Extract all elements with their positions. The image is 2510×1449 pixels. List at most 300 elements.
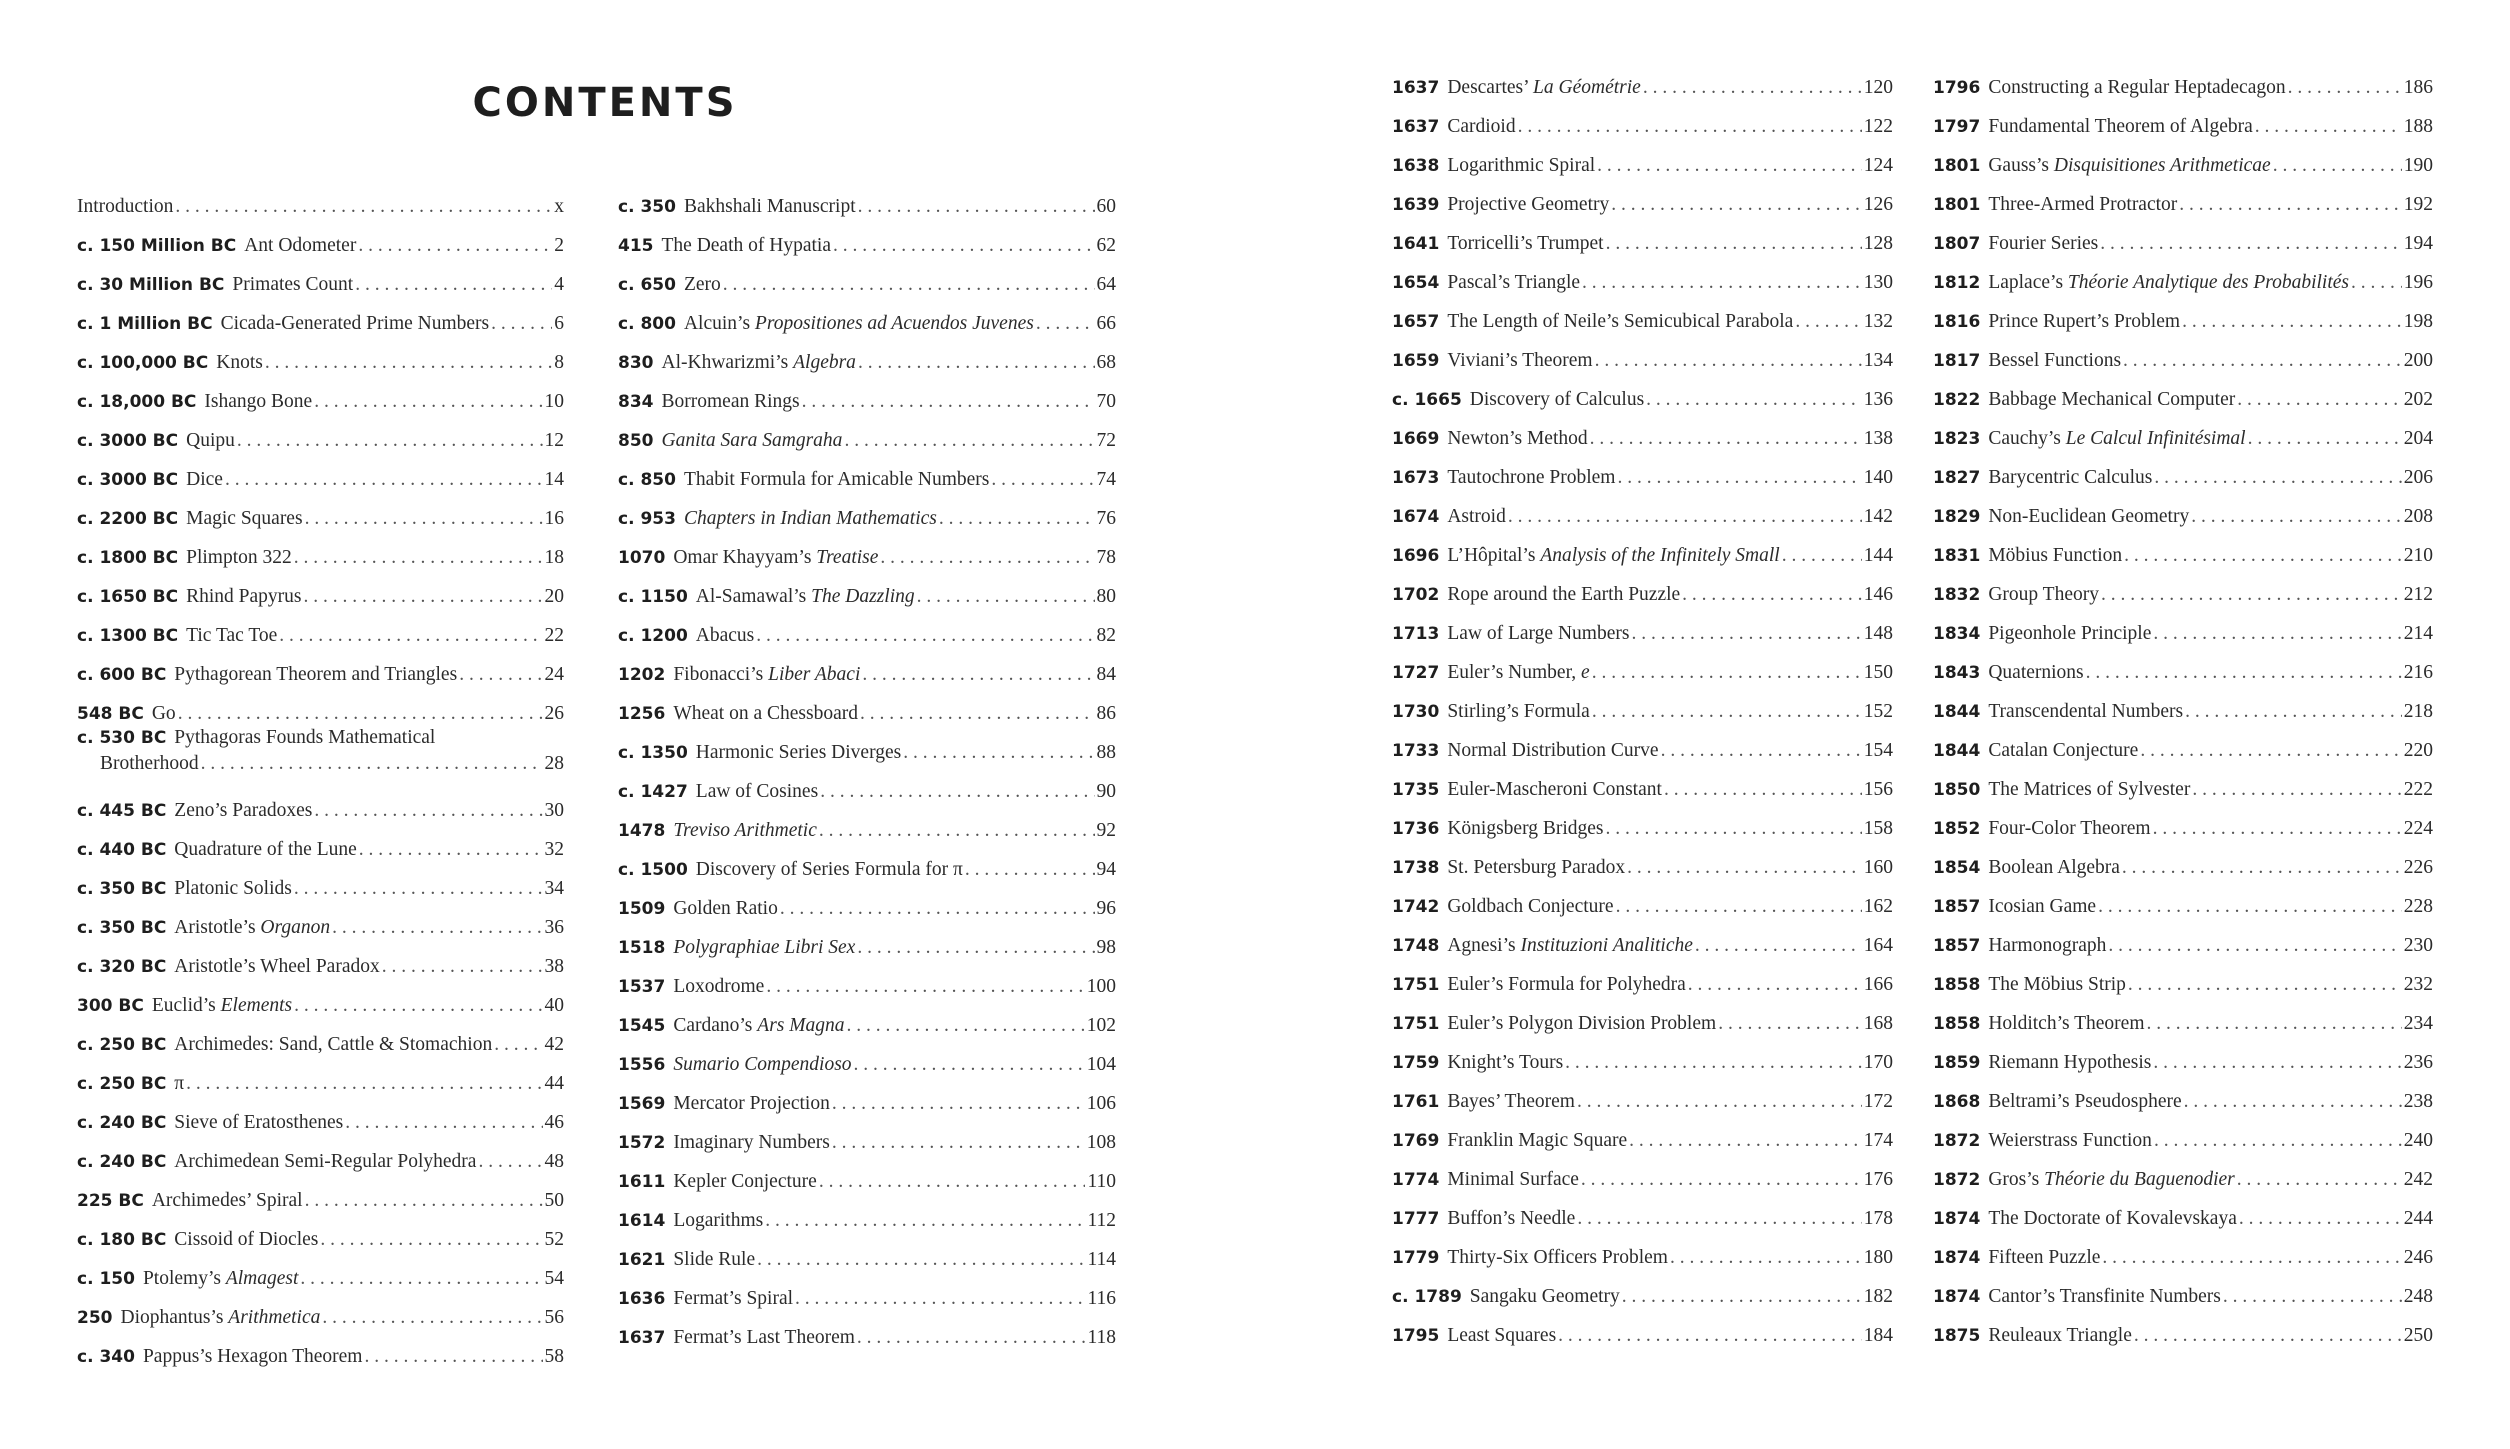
entry-year: c. 320 BC [77, 957, 167, 977]
toc-entry[interactable] [1392, 217, 1893, 256]
entry-page: 10 [544, 391, 564, 412]
leader-dots [2153, 1051, 2401, 1075]
toc-entry[interactable] [1392, 256, 1893, 295]
entry-year: 1659 [1392, 351, 1440, 371]
toc-entry[interactable] [1933, 373, 2433, 412]
leader-dots [1616, 895, 1862, 919]
entry-page: 36 [544, 917, 564, 938]
toc-entry[interactable] [1392, 607, 1893, 646]
toc-entry[interactable] [618, 1038, 1116, 1077]
entry-page: 176 [1863, 1169, 1893, 1190]
entry-title-wrap [1988, 1012, 2144, 1036]
entry-year: c. 850 [618, 470, 676, 490]
entry-title: Discovery of Series Formula for π [695, 859, 963, 880]
entry-year: 1858 [1933, 975, 1981, 995]
entry-title: Quipu [186, 430, 235, 451]
toc-entry[interactable] [1933, 919, 2433, 958]
entry-title: Al-Khwarizmi’s [661, 352, 794, 373]
entry-page: 32 [544, 839, 564, 860]
toc-entry[interactable] [77, 687, 564, 726]
toc-entry[interactable] [1392, 451, 1893, 490]
toc-entry[interactable] [618, 336, 1116, 375]
entry-year: 830 [618, 353, 654, 373]
toc-entry[interactable] [1392, 880, 1893, 919]
entry-year: c. 650 [618, 275, 676, 295]
toc-entry[interactable] [77, 609, 564, 648]
toc-entry[interactable] [618, 726, 1116, 765]
toc-entry[interactable] [77, 862, 564, 901]
entry-title-wrap [174, 1150, 476, 1174]
toc-entry[interactable] [77, 1057, 564, 1096]
leader-dots [965, 858, 1095, 882]
entry-year: 1478 [618, 821, 666, 841]
toc-entry[interactable] [1392, 685, 1893, 724]
leader-dots [2108, 934, 2401, 958]
toc-entry[interactable] [77, 453, 564, 492]
entry-page: 232 [2403, 974, 2433, 995]
entry-year: 1875 [1933, 1326, 1981, 1346]
leader-dots [1782, 544, 1862, 568]
entry-title: Wheat on a Chessboard [673, 703, 858, 724]
toc-entry[interactable] [77, 901, 564, 940]
entry-title-wrap [1988, 1129, 2152, 1153]
entry-title: Imaginary Numbers [673, 1132, 830, 1153]
toc-entry[interactable] [77, 1018, 564, 1057]
toc-entry[interactable] [618, 687, 1116, 726]
toc-entry[interactable] [1392, 490, 1893, 529]
entry-page: 96 [1096, 898, 1116, 919]
toc-entry[interactable] [618, 921, 1116, 960]
entry-page: 108 [1086, 1132, 1116, 1153]
entry-year: 1874 [1933, 1248, 1981, 1268]
toc-entry[interactable] [1392, 1192, 1893, 1231]
entry-title-wrap [684, 273, 721, 297]
entry-page: 134 [1863, 350, 1893, 371]
entry-year: 1545 [618, 1016, 666, 1036]
toc-entry[interactable] [1933, 1309, 2433, 1348]
toc-entry[interactable] [1392, 1309, 1893, 1348]
entry-year: 1654 [1392, 273, 1440, 293]
toc-entry[interactable] [77, 979, 564, 1018]
toc-entry[interactable] [77, 648, 564, 687]
toc-entry[interactable] [77, 258, 564, 297]
entry-title: The Doctorate of Kovalevskaya [1988, 1208, 2237, 1229]
toc-entry[interactable] [618, 180, 1116, 219]
toc-entry[interactable] [1392, 100, 1893, 139]
toc-entry[interactable] [1933, 1075, 2433, 1114]
toc-column-3 [1392, 61, 1893, 1348]
toc-entry[interactable] [77, 531, 564, 570]
leader-dots [382, 955, 543, 979]
entry-year: 1713 [1392, 624, 1440, 644]
entry-title-wrap [1447, 583, 1680, 607]
leader-dots [2185, 700, 2402, 724]
entry-title-wrap [1447, 1012, 1716, 1036]
entry-title: Stirling’s Formula [1447, 701, 1590, 722]
leader-dots [847, 1014, 1085, 1038]
entry-year: 1872 [1933, 1170, 1981, 1190]
entry-title-wrap [77, 195, 173, 219]
entry-page: 64 [1096, 274, 1116, 295]
toc-entry[interactable] [618, 1272, 1116, 1311]
entry-page: 30 [544, 800, 564, 821]
entry-page: 186 [2403, 77, 2433, 98]
toc-entry[interactable] [1392, 295, 1893, 334]
entry-year: 1831 [1933, 546, 1981, 566]
toc-entry[interactable] [1933, 763, 2433, 802]
entry-page: 2 [554, 235, 564, 256]
entry-page: 212 [2403, 584, 2433, 605]
entry-year: c. 1427 [618, 782, 688, 802]
leader-dots [1617, 466, 1861, 490]
entry-page: 208 [2403, 506, 2433, 527]
leader-dots [478, 1150, 542, 1174]
entry-title: Slide Rule [673, 1249, 756, 1270]
leader-dots [279, 624, 542, 648]
toc-entry[interactable] [1392, 919, 1893, 958]
entry-title-wrap [1447, 1324, 1556, 1348]
entry-title-wrap [1447, 1090, 1575, 1114]
entry-title-wrap [1447, 505, 1506, 529]
entry-title-wrap [1447, 115, 1515, 139]
entry-year: 1859 [1933, 1053, 1981, 1073]
entry-title: Discovery of Calculus [1469, 389, 1645, 410]
entry-title: L’Hôpital’s [1447, 545, 1541, 566]
toc-entry[interactable] [618, 531, 1116, 570]
toc-entry[interactable] [1392, 568, 1893, 607]
entry-title: Bakhshali Manuscript [683, 196, 856, 217]
entry-title: Newton’s Method [1447, 428, 1588, 449]
entry-title: Logarithmic Spiral [1447, 155, 1596, 176]
entry-page: 12 [544, 430, 564, 451]
toc-entry[interactable] [1933, 217, 2433, 256]
entry-page: 114 [1087, 1249, 1116, 1270]
entry-page: 242 [2403, 1169, 2433, 1190]
entry-title-wrap [1988, 271, 2349, 295]
toc-entry[interactable] [1933, 880, 2433, 919]
toc-entry[interactable] [77, 1330, 564, 1369]
entry-title-wrap [174, 1072, 184, 1096]
toc-entry[interactable] [1392, 763, 1893, 802]
entry-title: Introduction [77, 196, 174, 217]
leader-dots [364, 1345, 542, 1369]
entry-year: c. 240 BC [77, 1152, 167, 1172]
entry-title-wrap [1988, 505, 2189, 529]
entry-title-wrap [1988, 856, 2120, 880]
toc-entry[interactable] [77, 1096, 564, 1135]
toc-entry[interactable] [618, 375, 1116, 414]
toc-entry[interactable] [1933, 1231, 2433, 1270]
entry-title: Platonic Solids [174, 878, 292, 899]
leader-dots [459, 663, 542, 687]
entry-page: 240 [2403, 1130, 2433, 1151]
entry-page: 42 [544, 1034, 564, 1055]
toc-entry[interactable] [1933, 451, 2433, 490]
leader-dots [723, 273, 1095, 297]
toc-entry[interactable] [1933, 529, 2433, 568]
toc-entry[interactable] [1933, 139, 2433, 178]
entry-year: 1822 [1933, 390, 1981, 410]
entry-page: 14 [544, 469, 564, 490]
toc-entry[interactable] [1933, 997, 2433, 1036]
entry-title-wrap [186, 546, 292, 570]
toc-entry[interactable] [1933, 100, 2433, 139]
entry-title-wrap [673, 1053, 851, 1077]
toc-entry[interactable] [618, 960, 1116, 999]
toc-entry[interactable] [1933, 568, 2433, 607]
entry-page: 228 [2403, 896, 2433, 917]
leader-dots [780, 897, 1095, 921]
toc-entry[interactable] [618, 882, 1116, 921]
entry-title-wrap [186, 429, 235, 453]
toc-entry[interactable] [77, 726, 564, 784]
toc-entry[interactable] [618, 1311, 1116, 1350]
entry-title: Constructing a Regular Heptadecagon [1988, 77, 2286, 98]
entry-year: 1827 [1933, 468, 1981, 488]
entry-title: Plimpton 322 [186, 547, 292, 568]
toc-entry[interactable] [1933, 1036, 2433, 1075]
leader-dots [1582, 271, 1862, 295]
toc-entry[interactable] [1933, 61, 2433, 100]
leader-dots [2255, 115, 2402, 139]
leader-dots [1643, 76, 1862, 100]
toc-entry[interactable] [77, 219, 564, 258]
toc-entry[interactable] [1392, 1114, 1893, 1153]
entry-year: c. 250 BC [77, 1074, 167, 1094]
toc-entry[interactable] [1933, 1270, 2433, 1309]
entry-page: 214 [2403, 623, 2433, 644]
toc-entry[interactable] [1392, 1036, 1893, 1075]
entry-year: 250 [77, 1308, 113, 1328]
entry-page: 202 [2403, 389, 2433, 410]
leader-dots [844, 429, 1094, 453]
toc-entry[interactable] [1933, 1114, 2433, 1153]
toc-entry[interactable] [1392, 1231, 1893, 1270]
toc-entry[interactable] [1933, 334, 2433, 373]
toc-entry[interactable] [1392, 412, 1893, 451]
entry-title-italic: La Géométrie [1533, 77, 1641, 98]
toc-entry[interactable] [77, 414, 564, 453]
entry-page: 188 [2403, 116, 2433, 137]
toc-entry[interactable] [618, 297, 1116, 336]
entry-title-italic: Théorie du Baguenodier [2044, 1169, 2235, 1190]
toc-entry[interactable] [618, 765, 1116, 804]
entry-year: 1857 [1933, 897, 1981, 917]
toc-entry[interactable] [1933, 958, 2433, 997]
entry-page: 44 [544, 1073, 564, 1094]
toc-entry[interactable] [1933, 490, 2433, 529]
entry-year: c. 340 [77, 1347, 135, 1367]
entry-title: Mercator Projection [673, 1093, 830, 1114]
entry-title: Weierstrass Function [1988, 1130, 2152, 1151]
entry-title: Riemann Hypothesis [1988, 1052, 2152, 1073]
toc-entry[interactable] [1933, 295, 2433, 334]
toc-entry[interactable] [1933, 178, 2433, 217]
entry-title: Harmonograph [1988, 935, 2107, 956]
toc-entry[interactable] [618, 258, 1116, 297]
toc-entry[interactable] [77, 1291, 564, 1330]
toc-entry[interactable] [77, 297, 564, 336]
toc-entry[interactable] [1933, 256, 2433, 295]
toc-entry[interactable] [618, 1116, 1116, 1155]
toc-entry[interactable] [1933, 646, 2433, 685]
toc-entry[interactable] [618, 414, 1116, 453]
entry-year: c. 250 BC [77, 1035, 167, 1055]
leader-dots [178, 702, 543, 726]
toc-entry[interactable] [618, 1233, 1116, 1272]
toc-entry[interactable] [1933, 412, 2433, 451]
toc-entry[interactable] [77, 492, 564, 531]
toc-entry[interactable] [1933, 685, 2433, 724]
entry-title-wrap [1988, 739, 2138, 763]
toc-entry[interactable] [618, 1077, 1116, 1116]
entry-title-wrap [696, 780, 818, 804]
toc-entry[interactable] [618, 570, 1116, 609]
entry-year: 1637 [1392, 117, 1440, 137]
toc-entry[interactable] [618, 999, 1116, 1038]
entry-title: Viviani’s Theorem [1447, 350, 1593, 371]
toc-entry[interactable] [618, 843, 1116, 882]
leader-dots [2239, 1207, 2402, 1231]
entry-title-wrap [673, 702, 858, 726]
toc-entry[interactable] [77, 784, 564, 823]
toc-entry[interactable] [1933, 841, 2433, 880]
toc-entry[interactable] [1392, 1153, 1893, 1192]
toc-entry[interactable] [77, 336, 564, 375]
entry-title: Sieve of Eratosthenes [174, 1112, 344, 1133]
entry-title: Babbage Mechanical Computer [1988, 389, 2236, 410]
entry-year: 1832 [1933, 585, 1981, 605]
entry-page: 140 [1863, 467, 1893, 488]
entry-title: Thabit Formula for Amicable Numbers [683, 469, 990, 490]
toc-entry[interactable] [618, 219, 1116, 258]
toc-entry[interactable] [618, 804, 1116, 843]
entry-title-wrap [1988, 661, 2083, 685]
toc-entry[interactable] [618, 453, 1116, 492]
entry-title: Torricelli’s Trumpet [1447, 233, 1604, 254]
entry-title: St. Petersburg Paradox [1447, 857, 1626, 878]
entry-title-wrap [121, 1306, 321, 1330]
entry-year: c. 953 [618, 509, 676, 529]
toc-entry[interactable] [1392, 139, 1893, 178]
toc-entry[interactable] [77, 823, 564, 862]
toc-entry[interactable] [618, 1155, 1116, 1194]
entry-title-wrap [1447, 310, 1793, 334]
toc-entry[interactable] [1392, 529, 1893, 568]
entry-title-wrap [186, 624, 277, 648]
entry-title: Knight’s Tours [1447, 1052, 1564, 1073]
toc-entry[interactable] [1933, 1192, 2433, 1231]
entry-year: c. 1300 BC [77, 626, 179, 646]
entry-title-wrap [1988, 193, 2177, 217]
toc-entry[interactable] [77, 1174, 564, 1213]
toc-entry[interactable] [618, 648, 1116, 687]
toc-entry[interactable] [1392, 646, 1893, 685]
toc-entry[interactable] [1392, 997, 1893, 1036]
entry-year: c. 1500 [618, 860, 688, 880]
entry-title-wrap [662, 351, 856, 375]
entry-page: 56 [544, 1307, 564, 1328]
entry-page: 230 [2403, 935, 2433, 956]
entry-year: 1569 [618, 1094, 666, 1114]
entry-page: 166 [1863, 974, 1893, 995]
leader-dots [1606, 232, 1862, 256]
entry-page: 80 [1096, 586, 1116, 607]
toc-entry[interactable] [1392, 958, 1893, 997]
toc-entry[interactable] [1933, 1153, 2433, 1192]
entry-title: Ant Odometer [244, 235, 357, 256]
toc-entry[interactable] [77, 1135, 564, 1174]
toc-entry[interactable] [1392, 61, 1893, 100]
toc-entry[interactable] [1933, 607, 2433, 646]
toc-entry[interactable] [1392, 724, 1893, 763]
entry-title-italic: Algebra [793, 352, 856, 373]
entry-year: 1738 [1392, 858, 1440, 878]
entry-page: 172 [1863, 1091, 1893, 1112]
entry-title-wrap [673, 1287, 793, 1311]
toc-entry[interactable] [1392, 373, 1893, 412]
entry-title: Go [151, 703, 176, 724]
leader-dots [832, 1131, 1085, 1155]
toc-entry[interactable] [77, 1252, 564, 1291]
toc-entry[interactable] [77, 1213, 564, 1252]
entry-title-wrap [1988, 76, 2285, 100]
leader-dots [305, 507, 543, 531]
entry-year: 1657 [1392, 312, 1440, 332]
toc-entry[interactable] [77, 570, 564, 609]
entry-title: Buffon’s Needle [1447, 1208, 1576, 1229]
entry-title-wrap [174, 1228, 318, 1252]
toc-entry[interactable] [618, 1194, 1116, 1233]
leader-dots [2182, 310, 2402, 334]
toc-entry[interactable] [618, 609, 1116, 648]
toc-entry[interactable] [1392, 1270, 1893, 1309]
toc-entry[interactable] [77, 940, 564, 979]
entry-page: 124 [1863, 155, 1893, 176]
entry-line-1 [77, 726, 564, 752]
toc-entry[interactable] [1392, 802, 1893, 841]
toc-entry[interactable] [1933, 724, 2433, 763]
entry-page: 158 [1863, 818, 1893, 839]
toc-entry[interactable] [77, 180, 564, 219]
toc-entry[interactable] [1392, 841, 1893, 880]
leader-dots [2273, 154, 2402, 178]
entry-title-wrap [684, 468, 989, 492]
entry-page: 146 [1863, 584, 1893, 605]
entry-page: 164 [1863, 935, 1893, 956]
toc-entry[interactable] [77, 375, 564, 414]
entry-page: 200 [2403, 350, 2433, 371]
toc-entry[interactable] [1933, 802, 2433, 841]
entry-year: c. 530 BC [77, 728, 167, 748]
entry-page: 132 [1863, 311, 1893, 332]
entry-page: 94 [1096, 859, 1116, 880]
entry-page: 204 [2403, 428, 2433, 449]
entry-year: 415 [618, 236, 654, 256]
leader-dots [903, 741, 1094, 765]
toc-entry[interactable] [1392, 178, 1893, 217]
entry-page: 136 [1863, 389, 1893, 410]
toc-entry[interactable] [1392, 1075, 1893, 1114]
entry-page: 84 [1096, 664, 1116, 685]
entry-page: 168 [1863, 1013, 1893, 1034]
leader-dots [991, 468, 1094, 492]
toc-entry[interactable] [1392, 334, 1893, 373]
toc-entry[interactable] [618, 492, 1116, 531]
entry-title: The Möbius Strip [1988, 974, 2126, 995]
entry-title: Fibonacci’s [673, 664, 769, 685]
entry-title-wrap [1988, 1246, 2100, 1270]
